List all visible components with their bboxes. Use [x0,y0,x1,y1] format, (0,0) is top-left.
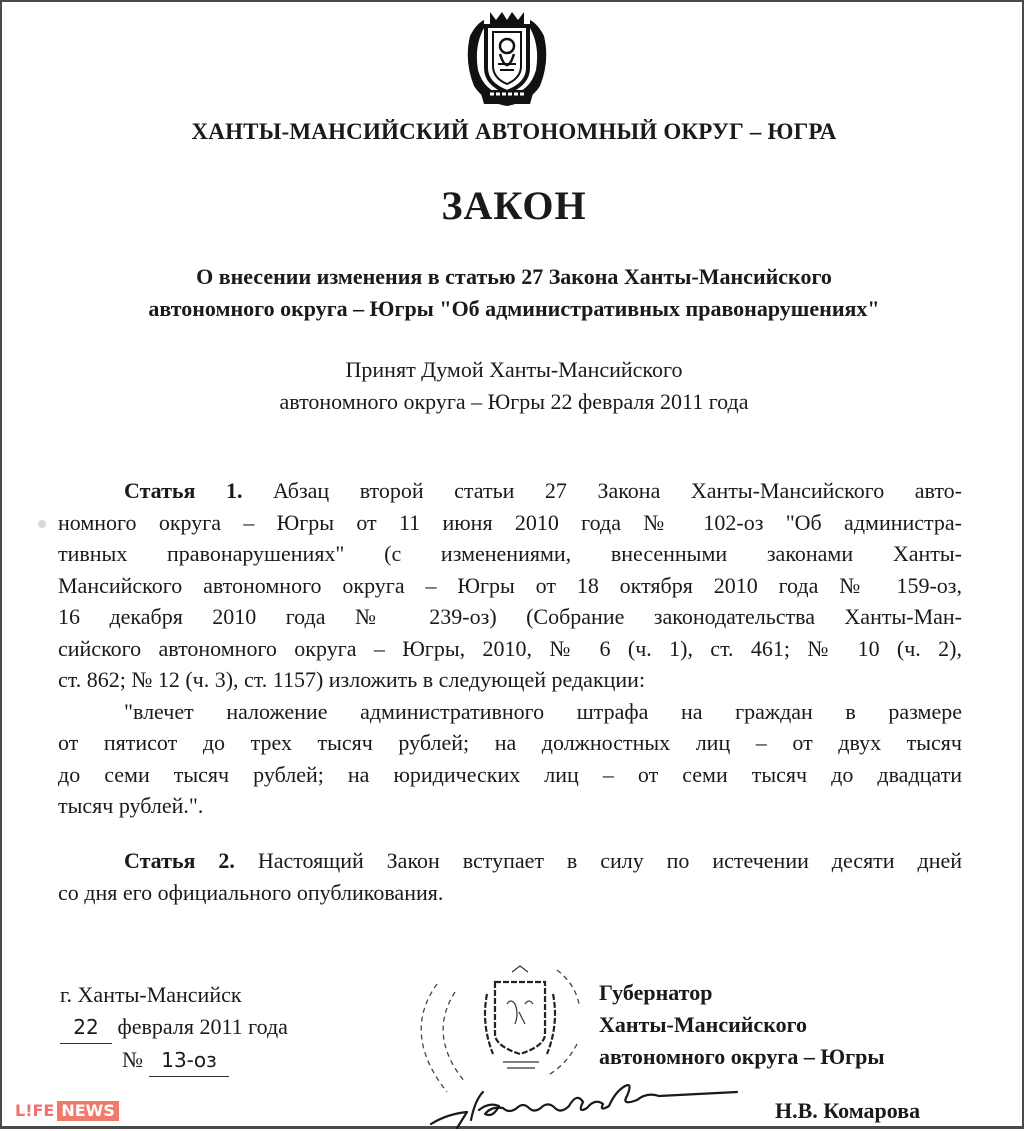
number-value: 13-оз [149,1044,229,1077]
article-1 [58,475,962,822]
article-line: тивных правонарушениях" (с изменениями, внесенными законами Ханты- [58,541,962,566]
adoption-line: автономного округа – Югры 22 февраля 2011 года [279,389,749,414]
governor-name: Н.В. Комарова [775,1098,921,1123]
governor-line: Ханты-Мансийского [599,1012,808,1037]
quote-line: "влечет наложение административного штрафа на граждан в размере [124,698,962,724]
article-2 [58,845,962,908]
article-1-label: Статья 1. [124,478,243,503]
article-line: 16 декабря 2010 года № 239-оз) (Собрание законодательства Ханты-Ман- [58,604,962,629]
scan-speck [38,520,46,528]
law-subject [2,261,1024,325]
subject-line: О внесении изменения в статью 27 Закона Ханты-Мансийского [196,264,832,289]
date-rest: февраля 2011 года [117,1014,288,1039]
quote-line: тысяч рублей.". [58,793,204,818]
quote-line: до семи тысяч рублей; на юридических лиц – от семи тысяч до двадцати [58,761,962,787]
article-line: Мансийского автономного округа – Югры от 18 октября 2010 года № 159-оз, [58,572,962,598]
place-name: г. Ханты-Мансийск [60,982,242,1007]
logo-life: L!FE [15,1101,55,1120]
article-line: номного округа – Югры от 11 июня 2010 года № 102-оз "Об администра- [58,509,962,535]
adoption-note [2,354,1024,418]
place-date-number [60,979,288,1077]
article-2-label: Статья 2. [124,848,235,873]
adoption-line: Принят Думой Ханты-Мансийского [345,357,683,382]
article-line: Статья 2. Настоящий Закон вступает в силу по истечении десяти дней [124,848,963,873]
subject-line: автономного округа – Югры "Об административных правонарушениях" [148,296,880,321]
law-number [60,1044,288,1077]
lifenews-watermark-logo [15,1101,119,1121]
coat-of-arms-icon [460,6,554,110]
article-line: Статья 1. Абзац второй статьи 27 Закона Ханты-Мансийского авто- [124,478,962,503]
article-line: сийского автономного округа – Югры, 2010, № 6 (ч. 1), ст. 461; № 10 (ч. 2), [58,635,962,661]
region-heading: ХАНТЫ-МАНСИЙСКИЙ АВТОНОМНЫЙ ОКРУГ – ЮГРА [191,119,837,144]
number-prefix: № [122,1047,143,1072]
governor-line: автономного округа – Югры [599,1044,885,1069]
article-line: со дня его официального опубликования. [58,879,444,905]
governor-title [599,977,885,1073]
date-day: 22 [60,1011,112,1044]
governor-line: Губернатор [599,980,713,1005]
adoption-date [60,1011,288,1044]
article-line: ст. 862; № 12 (ч. 3), ст. 1157) изложить в следующей редакции: [58,667,646,692]
quote-line: от пятисот до трех тысяч рублей; на должностных лиц – от двух тысяч [58,730,962,755]
document-type-title: ЗАКОН [441,183,587,228]
logo-news: NEWS [57,1101,119,1121]
